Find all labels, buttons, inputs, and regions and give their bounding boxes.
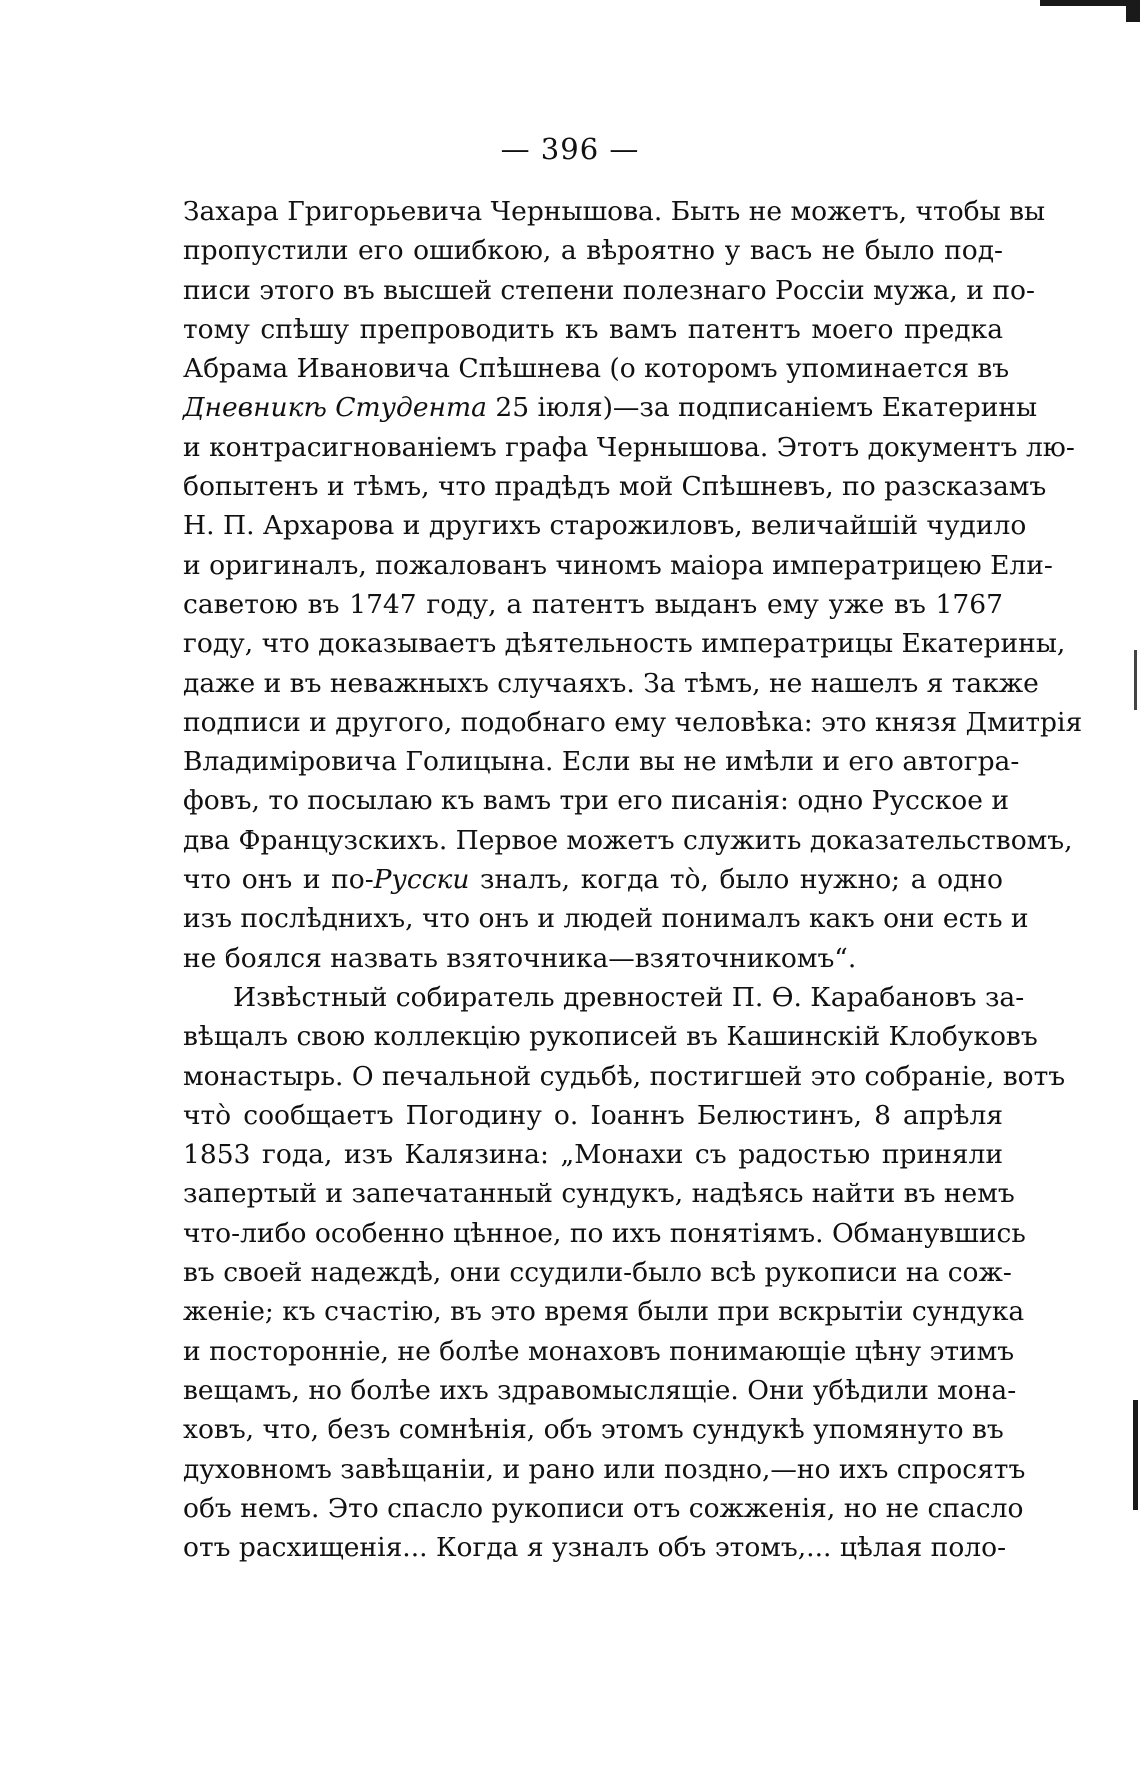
text-line: Захара Григорьевича Чернышова. Быть не можетъ, чтобы вы — [183, 196, 1046, 227]
text-run: 25 іюля)—за подписаніемъ Екатерины — [486, 392, 1038, 424]
text-line: не боялся назвать взяточника—взяточникомъ“. — [183, 942, 857, 974]
scan-edge-mark — [1126, 0, 1140, 22]
text-line: что-либо особенно цѣнное, по ихъ понятіямъ. Обманувшись — [183, 1217, 1026, 1249]
scan-edge-mark — [1134, 650, 1137, 710]
page-number: — 396 — — [500, 132, 640, 166]
text-line: вѣщалъ свою коллекцію рукописей въ Кашинскій Клобуковъ — [183, 1021, 1038, 1053]
text-line: бопытенъ и тѣмъ, что прадѣдъ мой Спѣшневъ, по разсказамъ — [183, 471, 1047, 503]
text-line: даже и въ неважныхъ случаяхъ. За тѣмъ, не нашелъ я также — [183, 667, 1039, 699]
text-line: подписи и другого, подобнаго ему человѣка: это князя Дмитрія — [183, 706, 1083, 738]
text-line: писи этого въ высшей степени полезнаго Россіи мужа, и по- — [183, 274, 1035, 306]
text-line: 1853 года, изъ Калязина: „Монахи съ радостью приняли — [183, 1139, 1003, 1171]
scan-edge-mark — [1133, 1400, 1138, 1510]
text-line: запертый и запечатанный сундукъ, надѣясь найти въ немъ — [183, 1178, 1015, 1210]
text-line — [183, 388, 1038, 427]
text-line: женіе; къ счастію, въ это время были при вскрытіи сундука — [183, 1296, 1025, 1328]
text-line: году, что доказываетъ дѣятельность императрицы Екатерины, — [183, 628, 1066, 660]
text-line: духовномъ завѣщаніи, и рано или поздно,—но ихъ спросятъ — [183, 1453, 1026, 1485]
text-line: саветою въ 1747 году, а патентъ выданъ ему уже въ 1767 — [183, 588, 1003, 620]
text-line: два Французскихъ. Первое можетъ служить доказательствомъ, — [183, 824, 1073, 856]
text-line: пропустили его ошибкою, а вѣроятно у васъ не было под- — [183, 235, 1003, 267]
text-line: и оригиналъ, пожалованъ чиномъ маіора императрицею Ели- — [183, 549, 1053, 581]
body-text — [183, 192, 1083, 1567]
scan-edge-mark — [1040, 0, 1130, 6]
text-line: ховъ, что, безъ сомнѣнія, объ этомъ сундукѣ упомянуто въ — [183, 1414, 1004, 1446]
italic-text-run: Дневникѣ Студента — [183, 392, 487, 424]
text-line: вещамъ, но болѣе ихъ здравомыслящіе. Они убѣдили мона- — [183, 1374, 1017, 1406]
text-run: зналъ, когда тò, было нужно; а одно — [469, 864, 1003, 896]
italic-text-run: Русски — [373, 864, 470, 896]
text-run: что онъ и по- — [183, 864, 374, 896]
text-line: Извѣстный собиратель древностей П. Ѳ. Карабановъ за- — [233, 981, 1025, 1013]
text-line: Н. П. Архарова и другихъ старожиловъ, величайшій чудило — [183, 510, 1027, 542]
text-line — [183, 860, 1003, 899]
text-line: фовъ, то посылаю къ вамъ три его писанія: одно Русское и — [183, 785, 1010, 817]
text-line: отъ расхищенія... Когда я узналъ объ этомъ,... цѣлая поло- — [183, 1532, 1007, 1564]
text-line: въ своей надеждѣ, они ссудили-было всѣ рукописи на сож- — [183, 1257, 1012, 1289]
text-line: Абрама Ивановича Спѣшнева (о которомъ упоминается въ — [183, 353, 1010, 385]
text-line: Владиміровича Голицына. Если вы не имѣли и его автогра- — [183, 746, 1020, 778]
text-line: и контрасигнованіемъ графа Чернышова. Этотъ документъ лю- — [183, 431, 1075, 463]
text-line: изъ послѣднихъ, что онъ и людей понималъ какъ они есть и — [183, 903, 1029, 935]
text-line: объ немъ. Это спасло рукописи отъ сожженія, но не спасло — [183, 1492, 1024, 1524]
text-line: и посторонніе, не болѣе монаховъ понимающіе цѣну этимъ — [183, 1335, 1015, 1367]
text-line: монастырь. О печальной судьбѣ, постигшей это собраніе, вотъ — [183, 1060, 1066, 1092]
text-line: чтò сообщаетъ Погодину о. Іоаннъ Белюстинъ, 8 апрѣля — [183, 1099, 1003, 1131]
text-line: тому спѣшу препроводить къ вамъ патентъ моего предка — [183, 313, 1003, 345]
